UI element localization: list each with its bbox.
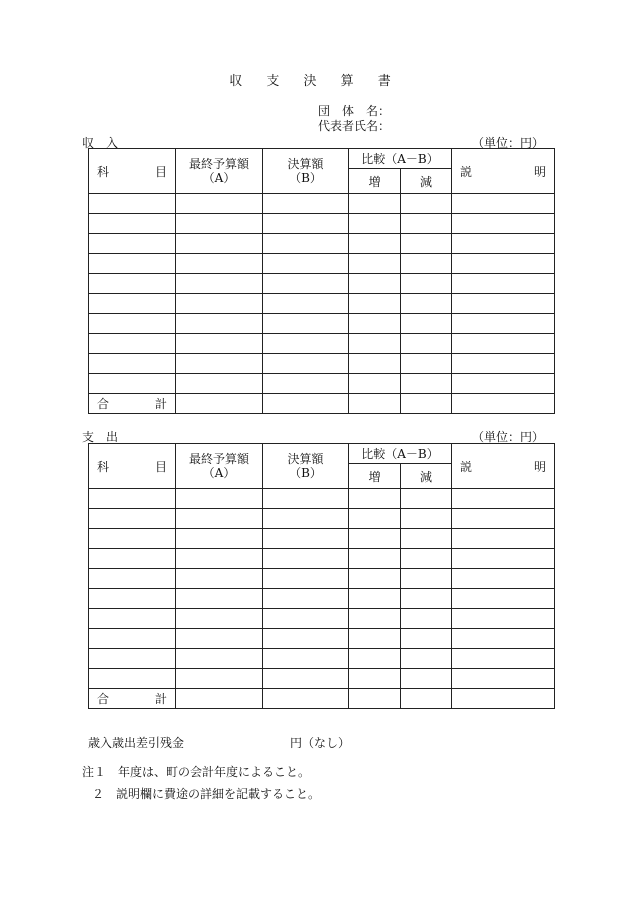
- income-table: [88, 148, 555, 414]
- item-header: 科 目: [89, 149, 176, 194]
- note-2: ２ 説明欄に費途の詳細を記載すること。: [92, 787, 321, 801]
- final-budget-header: 最終予算額 （A）: [176, 444, 263, 489]
- comparison-header: 比較（A－B）: [349, 149, 452, 169]
- table-row: [89, 294, 555, 314]
- table-row: [89, 609, 555, 629]
- increase-header: 増: [349, 464, 401, 489]
- settlement-header: 決算額 （B）: [263, 149, 349, 194]
- table-row: [89, 234, 555, 254]
- table-row: [89, 214, 555, 234]
- table-row: [89, 629, 555, 649]
- total-row: [89, 689, 555, 709]
- settlement-header: 決算額 （B）: [263, 444, 349, 489]
- table-row: [89, 354, 555, 374]
- organization-name-label: 団 体 名：: [318, 104, 391, 118]
- comparison-header: 比較（A－B）: [349, 444, 452, 464]
- item-header: 科 目: [89, 444, 176, 489]
- document-title: 収 支 決 算 書: [229, 74, 401, 89]
- table-row: [89, 589, 555, 609]
- total-label: 合 計: [89, 689, 176, 709]
- balance-value: 円（なし）: [290, 736, 351, 750]
- total-row: [89, 394, 555, 414]
- table-row: [89, 549, 555, 569]
- expense-section-label: 支 出: [82, 430, 119, 444]
- income-unit-label: （単位：円）: [472, 136, 545, 150]
- final-budget-header: 最終予算額 （A）: [176, 149, 263, 194]
- expense-unit-label: （単位：円）: [472, 430, 545, 444]
- table-row: [89, 194, 555, 214]
- table-row: [89, 274, 555, 294]
- increase-header: 増: [349, 169, 401, 194]
- note-1: 注１ 年度は、町の会計年度によること。: [82, 765, 311, 779]
- table-row: [89, 569, 555, 589]
- table-row: [89, 254, 555, 274]
- table-row: [89, 489, 555, 509]
- description-header: 説 明: [452, 444, 555, 489]
- decrease-header: 減: [401, 464, 452, 489]
- table-row: [89, 669, 555, 689]
- table-row: [89, 649, 555, 669]
- description-header: 説 明: [452, 149, 555, 194]
- representative-name-label: 代表者氏名：: [318, 119, 391, 133]
- balance-label: 歳入歳出差引残金: [88, 736, 185, 750]
- table-row: [89, 509, 555, 529]
- table-row: [89, 334, 555, 354]
- total-label: 合 計: [89, 394, 176, 414]
- decrease-header: 減: [401, 169, 452, 194]
- table-row: [89, 314, 555, 334]
- table-row: [89, 529, 555, 549]
- income-section-label: 収 入: [82, 136, 119, 150]
- table-row: [89, 374, 555, 394]
- expense-table: [88, 443, 555, 709]
